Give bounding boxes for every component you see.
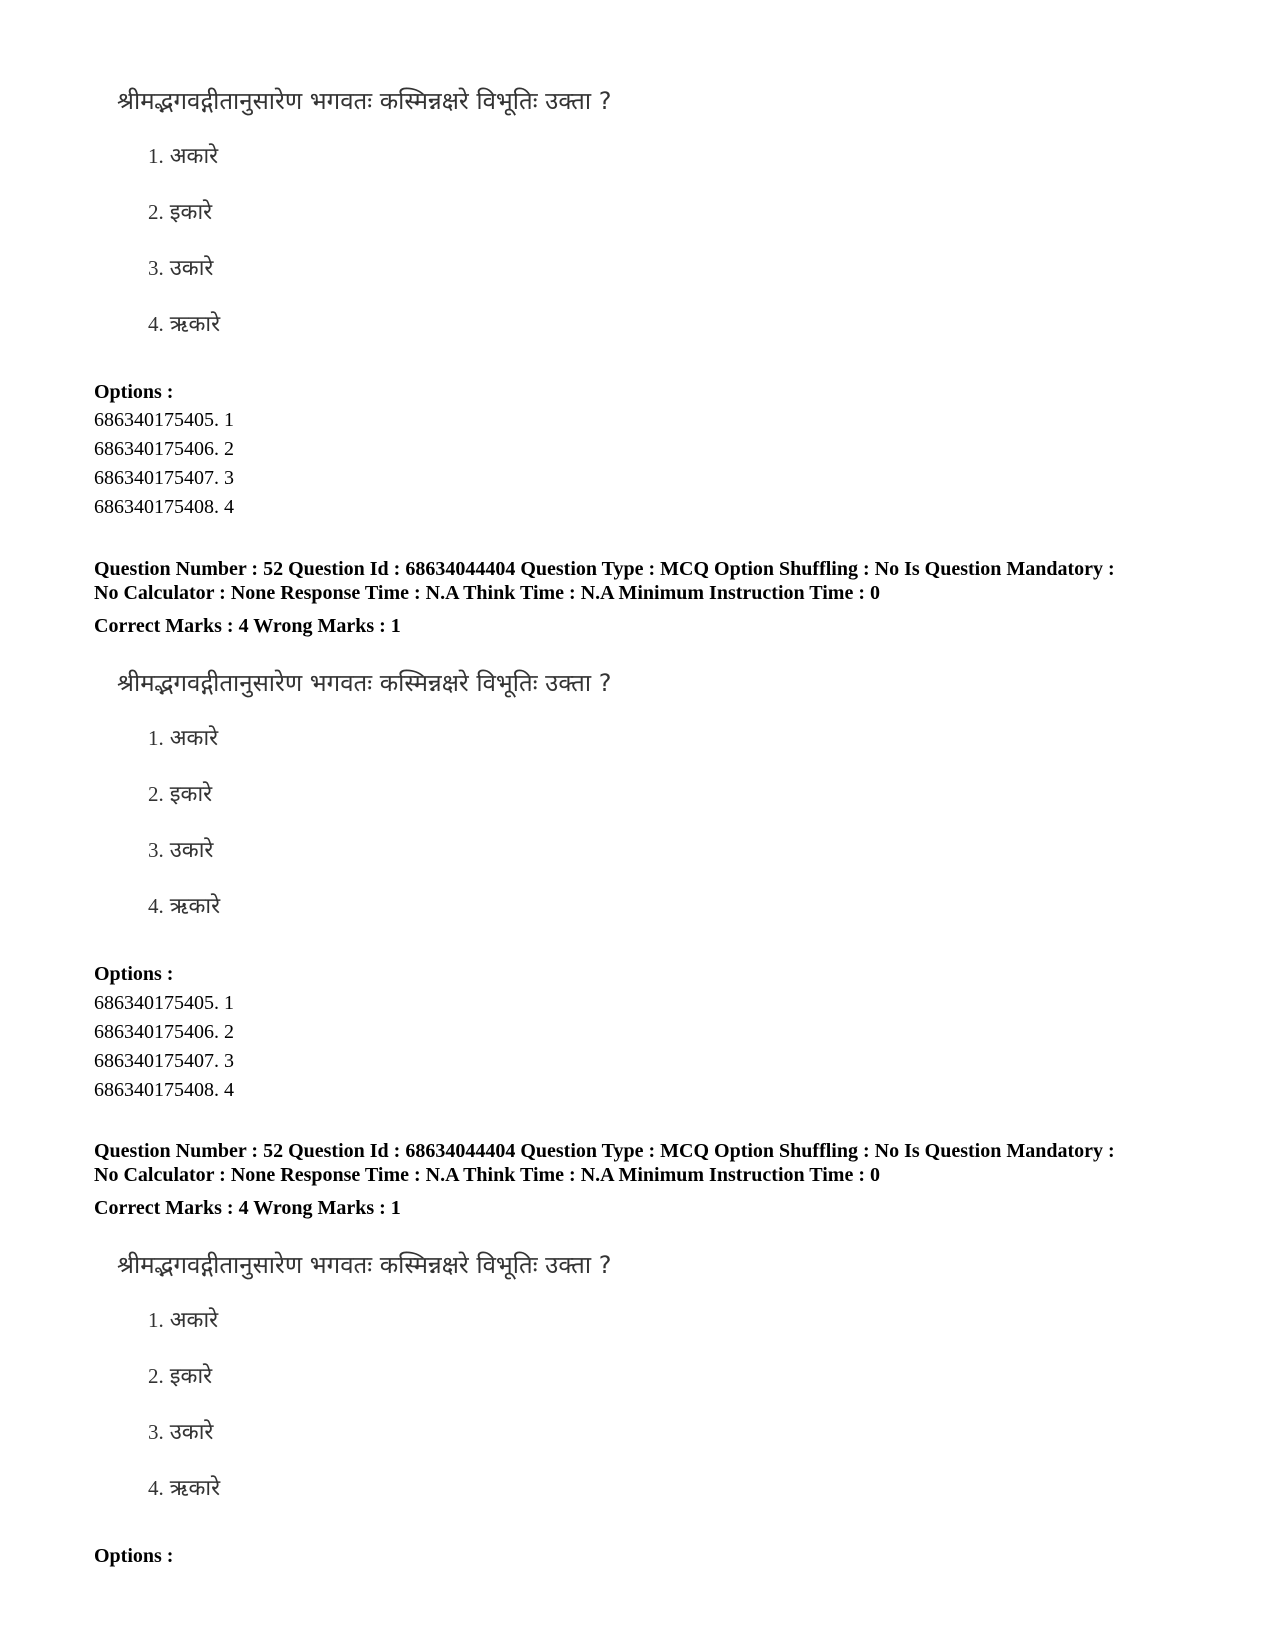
question-meta bbox=[94, 1139, 1204, 1187]
choice-4: 4. ऋकारे bbox=[148, 312, 221, 337]
option-id-3: 686340175407. 3 bbox=[94, 467, 234, 489]
options-label: Options : bbox=[94, 1545, 174, 1567]
question-meta bbox=[94, 557, 1204, 605]
option-id-1: 686340175405. 1 bbox=[94, 992, 234, 1014]
question-text: श्रीमद्भगवद्गीतानुसारेण भगवतः कस्मिन्नक्षरे विभूतिः उक्ता ? bbox=[117, 87, 612, 115]
choice-1: 1. अकारे bbox=[148, 1308, 219, 1333]
choice-2: 2. इकारे bbox=[148, 782, 213, 807]
choice-3: 3. उकारे bbox=[148, 838, 214, 863]
option-id-4: 686340175408. 4 bbox=[94, 1079, 234, 1101]
meta-line-2: No Calculator : None Response Time : N.A Think Time : N.A Minimum Instruction Time : 0 bbox=[94, 1164, 880, 1186]
marks-line: Correct Marks : 4 Wrong Marks : 1 bbox=[94, 1197, 401, 1219]
choice-2: 2. इकारे bbox=[148, 1364, 213, 1389]
choice-3: 3. उकारे bbox=[148, 1420, 214, 1445]
meta-line-2: No Calculator : None Response Time : N.A Think Time : N.A Minimum Instruction Time : 0 bbox=[94, 582, 880, 604]
choice-2: 2. इकारे bbox=[148, 200, 213, 225]
option-id-3: 686340175407. 3 bbox=[94, 1050, 234, 1072]
question-text: श्रीमद्भगवद्गीतानुसारेण भगवतः कस्मिन्नक्षरे विभूतिः उक्ता ? bbox=[117, 669, 612, 697]
option-id-2: 686340175406. 2 bbox=[94, 438, 234, 460]
choice-4: 4. ऋकारे bbox=[148, 1476, 221, 1501]
question-text: श्रीमद्भगवद्गीतानुसारेण भगवतः कस्मिन्नक्षरे विभूतिः उक्ता ? bbox=[117, 1251, 612, 1279]
meta-line-1: Question Number : 52 Question Id : 68634044404 Question Type : MCQ Option Shuffling : No Is Question Mandatory : bbox=[94, 558, 1115, 580]
choice-4: 4. ऋकारे bbox=[148, 894, 221, 919]
choice-1: 1. अकारे bbox=[148, 726, 219, 751]
option-id-2: 686340175406. 2 bbox=[94, 1021, 234, 1043]
marks-line: Correct Marks : 4 Wrong Marks : 1 bbox=[94, 615, 401, 637]
options-label: Options : bbox=[94, 963, 174, 985]
options-label: Options : bbox=[94, 381, 174, 403]
choice-3: 3. उकारे bbox=[148, 256, 214, 281]
option-id-4: 686340175408. 4 bbox=[94, 496, 234, 518]
option-id-1: 686340175405. 1 bbox=[94, 409, 234, 431]
choice-1: 1. अकारे bbox=[148, 144, 219, 169]
meta-line-1: Question Number : 52 Question Id : 68634044404 Question Type : MCQ Option Shuffling : No Is Question Mandatory : bbox=[94, 1140, 1115, 1162]
